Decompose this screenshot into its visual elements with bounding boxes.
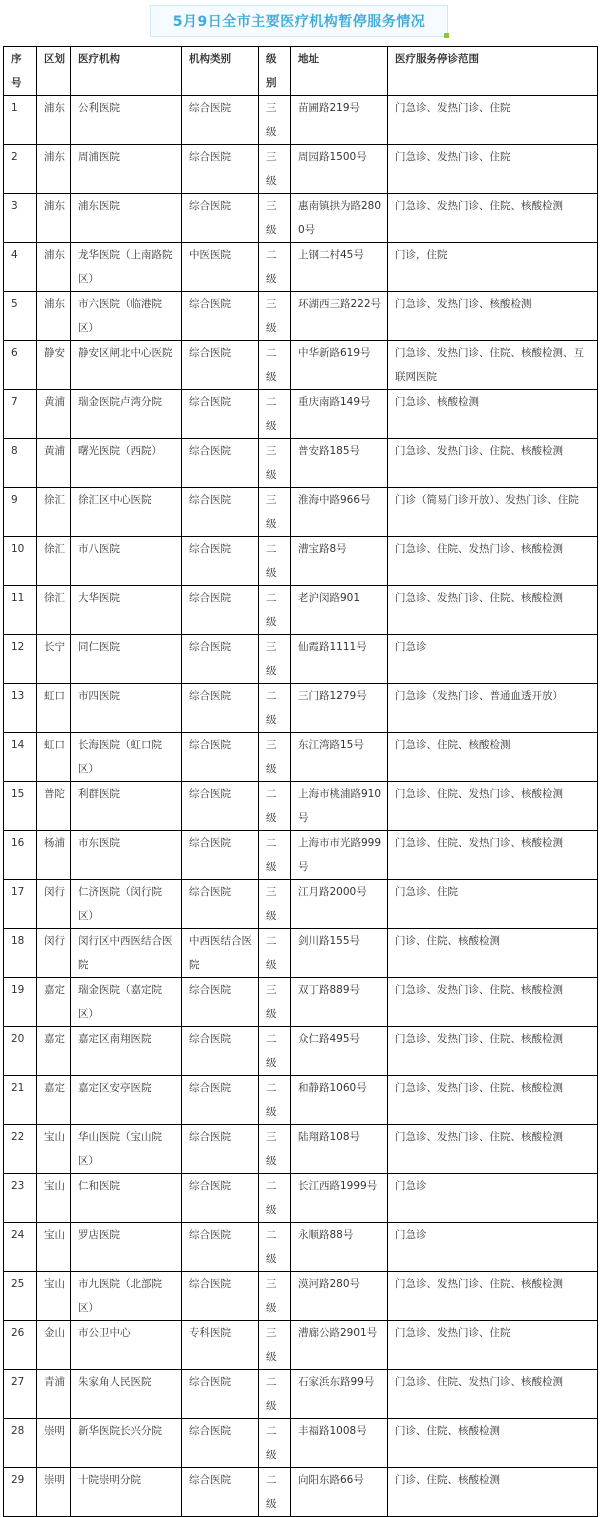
suspended-services-cell: 门急诊、发热门诊、住院、核酸检测 <box>388 439 598 488</box>
page-title: 5月9日全市主要医疗机构暂停服务情况 <box>172 14 426 30</box>
institution-cell: 华山医院（宝山院区） <box>71 1125 182 1174</box>
level-cell: 三级 <box>259 488 291 537</box>
category-cell: 综合医院 <box>182 1370 259 1419</box>
title-banner <box>150 5 448 37</box>
district-cell: 金山 <box>37 1321 71 1370</box>
suspended-services-cell: 门急诊、核酸检测 <box>388 390 598 439</box>
suspended-services-cell: 门急诊 <box>388 1223 598 1272</box>
category-cell: 专科医院 <box>182 1321 259 1370</box>
category-cell: 综合医院 <box>182 439 259 488</box>
table-row <box>4 1272 598 1321</box>
institution-cell: 仁济医院（闵行院区） <box>71 880 182 929</box>
category-cell: 综合医院 <box>182 1076 259 1125</box>
address-cell: 中华新路619号 <box>291 341 388 390</box>
table-row <box>4 880 598 929</box>
address-cell: 陆翔路108号 <box>291 1125 388 1174</box>
address-cell: 丰福路1008号 <box>291 1419 388 1468</box>
row-number-cell: 6 <box>4 341 37 390</box>
level-cell: 三级 <box>259 880 291 929</box>
address-cell: 环湖西三路222号 <box>291 292 388 341</box>
level-cell: 二级 <box>259 1370 291 1419</box>
table-row <box>4 243 598 292</box>
category-cell: 综合医院 <box>182 1125 259 1174</box>
address-cell: 漕宝路8号 <box>291 537 388 586</box>
address-cell: 上海市桃浦路910号 <box>291 782 388 831</box>
suspended-services-cell: 门急诊、发热门诊、核酸检测 <box>388 292 598 341</box>
category-cell: 综合医院 <box>182 782 259 831</box>
category-cell: 综合医院 <box>182 635 259 684</box>
row-number-cell: 2 <box>4 145 37 194</box>
suspended-services-cell: 门急诊 <box>388 635 598 684</box>
district-cell: 宝山 <box>37 1174 71 1223</box>
row-number-cell: 24 <box>4 1223 37 1272</box>
row-number-cell: 26 <box>4 1321 37 1370</box>
district-cell: 浦东 <box>37 145 71 194</box>
table-row <box>4 1027 598 1076</box>
table-row <box>4 145 598 194</box>
institution-cell: 嘉定区南翔医院 <box>71 1027 182 1076</box>
row-number-cell: 11 <box>4 586 37 635</box>
address-cell: 仙霞路1111号 <box>291 635 388 684</box>
suspended-services-cell: 门急诊、住院、发热门诊、核酸检测 <box>388 831 598 880</box>
header-cell: 医疗服务停诊范围 <box>388 47 598 96</box>
district-cell: 长宁 <box>37 635 71 684</box>
address-cell: 重庆南路149号 <box>291 390 388 439</box>
suspended-services-cell: 门急诊、发热门诊、住院、核酸检测 <box>388 194 598 243</box>
table-row <box>4 390 598 439</box>
table-row <box>4 1076 598 1125</box>
row-number-cell: 7 <box>4 390 37 439</box>
address-cell: 老沪闵路901 <box>291 586 388 635</box>
institution-cell: 罗店医院 <box>71 1223 182 1272</box>
institution-cell: 仁和医院 <box>71 1174 182 1223</box>
category-cell: 综合医院 <box>182 978 259 1027</box>
table-row <box>4 586 598 635</box>
category-cell: 综合医院 <box>182 488 259 537</box>
institution-cell: 市四医院 <box>71 684 182 733</box>
institution-cell: 市八医院 <box>71 537 182 586</box>
level-cell: 二级 <box>259 1027 291 1076</box>
row-number-cell: 3 <box>4 194 37 243</box>
district-cell: 青浦 <box>37 1370 71 1419</box>
table-row <box>4 1125 598 1174</box>
row-number-cell: 19 <box>4 978 37 1027</box>
address-cell: 淮海中路966号 <box>291 488 388 537</box>
district-cell: 虹口 <box>37 733 71 782</box>
institution-cell: 闵行区中西医结合医院 <box>71 929 182 978</box>
table-row <box>4 537 598 586</box>
suspended-services-cell: 门急诊（发热门诊、普通血透开放） <box>388 684 598 733</box>
row-number-cell: 1 <box>4 96 37 145</box>
address-cell: 江月路2000号 <box>291 880 388 929</box>
suspended-services-cell: 门急诊、发热门诊、住院、核酸检测 <box>388 586 598 635</box>
level-cell: 二级 <box>259 684 291 733</box>
district-cell: 黄浦 <box>37 390 71 439</box>
district-cell: 嘉定 <box>37 1027 71 1076</box>
institution-cell: 公利医院 <box>71 96 182 145</box>
institution-cell: 市六医院（临港院区） <box>71 292 182 341</box>
category-cell: 综合医院 <box>182 684 259 733</box>
table-header-row <box>4 47 598 96</box>
level-cell: 三级 <box>259 1125 291 1174</box>
address-cell: 漕廊公路2901号 <box>291 1321 388 1370</box>
level-cell: 二级 <box>259 341 291 390</box>
institution-cell: 嘉定区安亭医院 <box>71 1076 182 1125</box>
category-cell: 综合医院 <box>182 292 259 341</box>
suspended-services-cell: 门急诊 <box>388 1174 598 1223</box>
suspended-services-cell: 门诊、住院、核酸检测 <box>388 1419 598 1468</box>
level-cell: 三级 <box>259 635 291 684</box>
institution-cell: 周浦医院 <box>71 145 182 194</box>
category-cell: 中西医结合医院 <box>182 929 259 978</box>
institution-cell: 长海医院（虹口院区） <box>71 733 182 782</box>
row-number-cell: 8 <box>4 439 37 488</box>
category-cell: 综合医院 <box>182 831 259 880</box>
district-cell: 静安 <box>37 341 71 390</box>
table-row <box>4 733 598 782</box>
category-cell: 综合医院 <box>182 733 259 782</box>
table-row <box>4 978 598 1027</box>
institution-cell: 浦东医院 <box>71 194 182 243</box>
suspended-services-cell: 门急诊、发热门诊、住院、核酸检测 <box>388 1027 598 1076</box>
row-number-cell: 9 <box>4 488 37 537</box>
level-cell: 三级 <box>259 978 291 1027</box>
suspended-services-cell: 门急诊、发热门诊、住院 <box>388 96 598 145</box>
institution-cell: 市公卫中心 <box>71 1321 182 1370</box>
suspended-services-cell: 门急诊、发热门诊、住院 <box>388 1321 598 1370</box>
row-number-cell: 13 <box>4 684 37 733</box>
row-number-cell: 29 <box>4 1468 37 1517</box>
address-cell: 三门路1279号 <box>291 684 388 733</box>
row-number-cell: 10 <box>4 537 37 586</box>
address-cell: 普安路185号 <box>291 439 388 488</box>
category-cell: 综合医院 <box>182 1272 259 1321</box>
category-cell: 综合医院 <box>182 1223 259 1272</box>
corner-accent <box>444 33 449 38</box>
institution-cell: 瑞金医院（嘉定院区） <box>71 978 182 1027</box>
district-cell: 宝山 <box>37 1272 71 1321</box>
row-number-cell: 12 <box>4 635 37 684</box>
district-cell: 徐汇 <box>37 488 71 537</box>
district-cell: 浦东 <box>37 194 71 243</box>
address-cell: 上钢二村45号 <box>291 243 388 292</box>
table-row <box>4 684 598 733</box>
table-row <box>4 1419 598 1468</box>
table-row <box>4 929 598 978</box>
district-cell: 闵行 <box>37 929 71 978</box>
institution-cell: 市东医院 <box>71 831 182 880</box>
table-row <box>4 439 598 488</box>
level-cell: 二级 <box>259 929 291 978</box>
district-cell: 宝山 <box>37 1223 71 1272</box>
level-cell: 二级 <box>259 537 291 586</box>
district-cell: 黄浦 <box>37 439 71 488</box>
level-cell: 三级 <box>259 1272 291 1321</box>
address-cell: 周园路1500号 <box>291 145 388 194</box>
suspended-services-cell: 门急诊、住院、核酸检测 <box>388 733 598 782</box>
suspended-services-cell: 门急诊、发热门诊、住院、核酸检测、互联网医院 <box>388 341 598 390</box>
row-number-cell: 16 <box>4 831 37 880</box>
level-cell: 二级 <box>259 782 291 831</box>
row-number-cell: 27 <box>4 1370 37 1419</box>
level-cell: 三级 <box>259 194 291 243</box>
category-cell: 综合医院 <box>182 1419 259 1468</box>
category-cell: 综合医院 <box>182 341 259 390</box>
institution-cell: 曙光医院（西院） <box>71 439 182 488</box>
district-cell: 杨浦 <box>37 831 71 880</box>
institution-cell: 十院崇明分院 <box>71 1468 182 1517</box>
suspended-services-cell: 门急诊、住院、发热门诊、核酸检测 <box>388 1370 598 1419</box>
district-cell: 浦东 <box>37 96 71 145</box>
address-cell: 和静路1060号 <box>291 1076 388 1125</box>
address-cell: 长江西路1999号 <box>291 1174 388 1223</box>
suspended-services-cell: 门急诊、住院、发热门诊、核酸检测 <box>388 537 598 586</box>
table-row <box>4 96 598 145</box>
district-cell: 闵行 <box>37 880 71 929</box>
category-cell: 综合医院 <box>182 537 259 586</box>
table-row <box>4 1321 598 1370</box>
address-cell: 向阳东路66号 <box>291 1468 388 1517</box>
address-cell: 苗圃路219号 <box>291 96 388 145</box>
address-cell: 上海市市光路999号 <box>291 831 388 880</box>
address-cell: 双丁路889号 <box>291 978 388 1027</box>
table-row <box>4 1370 598 1419</box>
suspended-services-cell: 门诊，住院 <box>388 243 598 292</box>
row-number-cell: 25 <box>4 1272 37 1321</box>
suspended-services-cell: 门急诊、发热门诊、住院、核酸检测 <box>388 1125 598 1174</box>
row-number-cell: 14 <box>4 733 37 782</box>
institution-cell: 利群医院 <box>71 782 182 831</box>
institution-cell: 龙华医院（上南路院区） <box>71 243 182 292</box>
category-cell: 综合医院 <box>182 1174 259 1223</box>
header-cell: 地址 <box>291 47 388 96</box>
district-cell: 嘉定 <box>37 1076 71 1125</box>
table-row <box>4 194 598 243</box>
level-cell: 三级 <box>259 439 291 488</box>
level-cell: 二级 <box>259 1468 291 1517</box>
level-cell: 二级 <box>259 1174 291 1223</box>
category-cell: 综合医院 <box>182 96 259 145</box>
address-cell: 永顺路88号 <box>291 1223 388 1272</box>
district-cell: 徐汇 <box>37 537 71 586</box>
district-cell: 浦东 <box>37 292 71 341</box>
table-row <box>4 831 598 880</box>
category-cell: 综合医院 <box>182 1468 259 1517</box>
row-number-cell: 5 <box>4 292 37 341</box>
suspended-services-cell: 门急诊、发热门诊、住院、核酸检测 <box>388 1272 598 1321</box>
table-row <box>4 292 598 341</box>
suspended-services-cell: 门诊、住院、核酸检测 <box>388 1468 598 1517</box>
row-number-cell: 15 <box>4 782 37 831</box>
level-cell: 三级 <box>259 96 291 145</box>
address-cell: 剑川路155号 <box>291 929 388 978</box>
level-cell: 二级 <box>259 1419 291 1468</box>
category-cell: 综合医院 <box>182 1027 259 1076</box>
level-cell: 二级 <box>259 390 291 439</box>
level-cell: 三级 <box>259 145 291 194</box>
institution-cell: 同仁医院 <box>71 635 182 684</box>
header-cell: 序号 <box>4 47 37 96</box>
level-cell: 二级 <box>259 243 291 292</box>
row-number-cell: 20 <box>4 1027 37 1076</box>
institution-cell: 瑞金医院卢湾分院 <box>71 390 182 439</box>
table-row <box>4 1468 598 1517</box>
district-cell: 虹口 <box>37 684 71 733</box>
header-cell: 区划 <box>37 47 71 96</box>
address-cell: 惠南镇拱为路2800号 <box>291 194 388 243</box>
suspended-services-cell: 门诊（简易门诊开放）、发热门诊、住院 <box>388 488 598 537</box>
category-cell: 综合医院 <box>182 390 259 439</box>
header-cell: 医疗机构 <box>71 47 182 96</box>
category-cell: 综合医院 <box>182 586 259 635</box>
institution-cell: 静安区闸北中心医院 <box>71 341 182 390</box>
row-number-cell: 22 <box>4 1125 37 1174</box>
level-cell: 三级 <box>259 292 291 341</box>
table-row <box>4 488 598 537</box>
level-cell: 三级 <box>259 1321 291 1370</box>
district-cell: 宝山 <box>37 1125 71 1174</box>
suspended-services-cell: 门急诊、发热门诊、住院 <box>388 145 598 194</box>
district-cell: 崇明 <box>37 1419 71 1468</box>
institution-cell: 新华医院长兴分院 <box>71 1419 182 1468</box>
level-cell: 二级 <box>259 586 291 635</box>
row-number-cell: 28 <box>4 1419 37 1468</box>
district-cell: 普陀 <box>37 782 71 831</box>
district-cell: 嘉定 <box>37 978 71 1027</box>
category-cell: 综合医院 <box>182 880 259 929</box>
row-number-cell: 23 <box>4 1174 37 1223</box>
suspended-services-cell: 门急诊、发热门诊、住院、核酸检测 <box>388 1076 598 1125</box>
address-cell: 众仁路495号 <box>291 1027 388 1076</box>
header-cell: 级别 <box>259 47 291 96</box>
category-cell: 中医医院 <box>182 243 259 292</box>
row-number-cell: 21 <box>4 1076 37 1125</box>
level-cell: 二级 <box>259 1223 291 1272</box>
row-number-cell: 18 <box>4 929 37 978</box>
table-row <box>4 635 598 684</box>
address-cell: 石家浜东路99号 <box>291 1370 388 1419</box>
table-row <box>4 341 598 390</box>
district-cell: 崇明 <box>37 1468 71 1517</box>
suspended-services-cell: 门诊、住院、核酸检测 <box>388 929 598 978</box>
district-cell: 浦东 <box>37 243 71 292</box>
level-cell: 二级 <box>259 831 291 880</box>
row-number-cell: 4 <box>4 243 37 292</box>
header-cell: 机构类别 <box>182 47 259 96</box>
category-cell: 综合医院 <box>182 145 259 194</box>
institution-cell: 市九医院（北部院区） <box>71 1272 182 1321</box>
row-number-cell: 17 <box>4 880 37 929</box>
hospital-table <box>3 46 598 1517</box>
district-cell: 徐汇 <box>37 586 71 635</box>
table-body <box>4 96 598 1517</box>
address-cell: 漠河路280号 <box>291 1272 388 1321</box>
suspended-services-cell: 门急诊、发热门诊、住院、核酸检测 <box>388 978 598 1027</box>
address-cell: 东江湾路15号 <box>291 733 388 782</box>
level-cell: 三级 <box>259 733 291 782</box>
suspended-services-cell: 门急诊、住院 <box>388 880 598 929</box>
table-row <box>4 782 598 831</box>
institution-cell: 徐汇区中心医院 <box>71 488 182 537</box>
institution-cell: 朱家角人民医院 <box>71 1370 182 1419</box>
institution-cell: 大华医院 <box>71 586 182 635</box>
suspended-services-cell: 门急诊、住院、发热门诊、核酸检测 <box>388 782 598 831</box>
table-row <box>4 1223 598 1272</box>
table-row <box>4 1174 598 1223</box>
level-cell: 二级 <box>259 1076 291 1125</box>
category-cell: 综合医院 <box>182 194 259 243</box>
